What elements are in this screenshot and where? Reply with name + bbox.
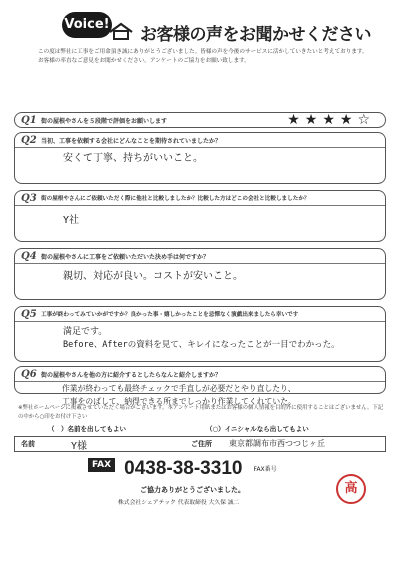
rating-stars: ★★★★☆: [287, 112, 375, 128]
footer-notes: ※弊社ホームページに掲載させていただく場合がございます。本アンケート用紙またはお客様の個人情報を目的外に使用することはございません。下記の中から○印をお付け下さい: [18, 405, 384, 420]
answer-text: 安くて丁寧、持ちがいいこと。: [63, 153, 203, 164]
question-text: 街の屋根やさんを他の方に紹介するとしたらなんと紹介しますか？: [41, 372, 222, 379]
name-label: 名前: [21, 440, 35, 448]
question-4: [14, 248, 386, 300]
name-value: Y様: [71, 441, 88, 452]
question-number: Q3: [21, 193, 37, 204]
question-number: Q1: [21, 115, 37, 126]
option-initial: （○）イニシャルなら出してもよい: [206, 425, 309, 433]
answer-line-2: 工事をのばして、納得できる所までしっかり作業してくれていた。: [62, 397, 296, 406]
question-number: Q4: [21, 251, 37, 262]
question-text: 街の屋根やさんに工事をご依頼いただいた決め手は何ですか？: [41, 254, 210, 261]
intro-text: この度は弊社に工事をご用命頂き誠にありがとうございました。皆様の声を今後のサービスに活かしていきたいと考えております。お客様の率直なご意見をお聞かせください。アンケートのご協力をお願い致します。: [38, 49, 368, 64]
house-icon: [108, 22, 134, 40]
page-title: お客様の声をお聞かせください: [140, 25, 371, 45]
question-number: Q2: [21, 135, 37, 146]
question-number: Q6: [21, 369, 37, 380]
question-text: 街の屋根やさんにご依頼いただく際に他社と比較しましたか？比較した方はどこの会社と比較しましたか？: [41, 196, 310, 202]
option-name: （ ）名前を出してもよい: [48, 425, 126, 433]
answer-text: Y社: [63, 215, 80, 226]
address-value: 東京都調布市西つつじヶ丘: [229, 439, 325, 448]
fax-label: FAX: [88, 458, 115, 472]
question-5: [14, 306, 386, 362]
fax-row: [88, 458, 277, 480]
question-2: [14, 132, 386, 184]
answer-line-2: Before、Afterの資料を見て、キレイになったことが一目でわかった。: [63, 340, 340, 350]
question-text: 街の屋根やさんを５段階で評価をお願いします: [41, 118, 168, 125]
answer-line-1: 満足です。: [63, 327, 108, 337]
question-text: 当初、工事を依頼する会社にどんなことを期待されていましたか？: [41, 138, 222, 145]
answer-line-1: 作業が終わっても最終チェックで手直しが必要だとやり直したり、: [62, 384, 296, 393]
question-3: [14, 190, 386, 242]
question-number: Q5: [21, 309, 37, 320]
voice-badge: Voice!: [62, 12, 112, 38]
fax-number: 0438-38-3310: [124, 458, 243, 479]
company-seal: 高: [336, 474, 366, 504]
fax-note: FAX番号: [253, 466, 277, 473]
address-label: ご住所: [191, 440, 212, 448]
name-address-row: [14, 436, 386, 452]
answer-text: 親切、対応が良い。コストが安いこと。: [63, 271, 243, 282]
thanks-text: ご協力ありがとうございました。: [140, 486, 245, 494]
company-text: 株式会社シェアテック 代表取締役 大久保 誠二: [118, 500, 240, 506]
question-1: [14, 112, 386, 128]
question-text: 工事が終わってみていかがですか？良かった事・嬉しかったことを忌憚なく演戯出来ましたら幸いです: [41, 312, 299, 318]
